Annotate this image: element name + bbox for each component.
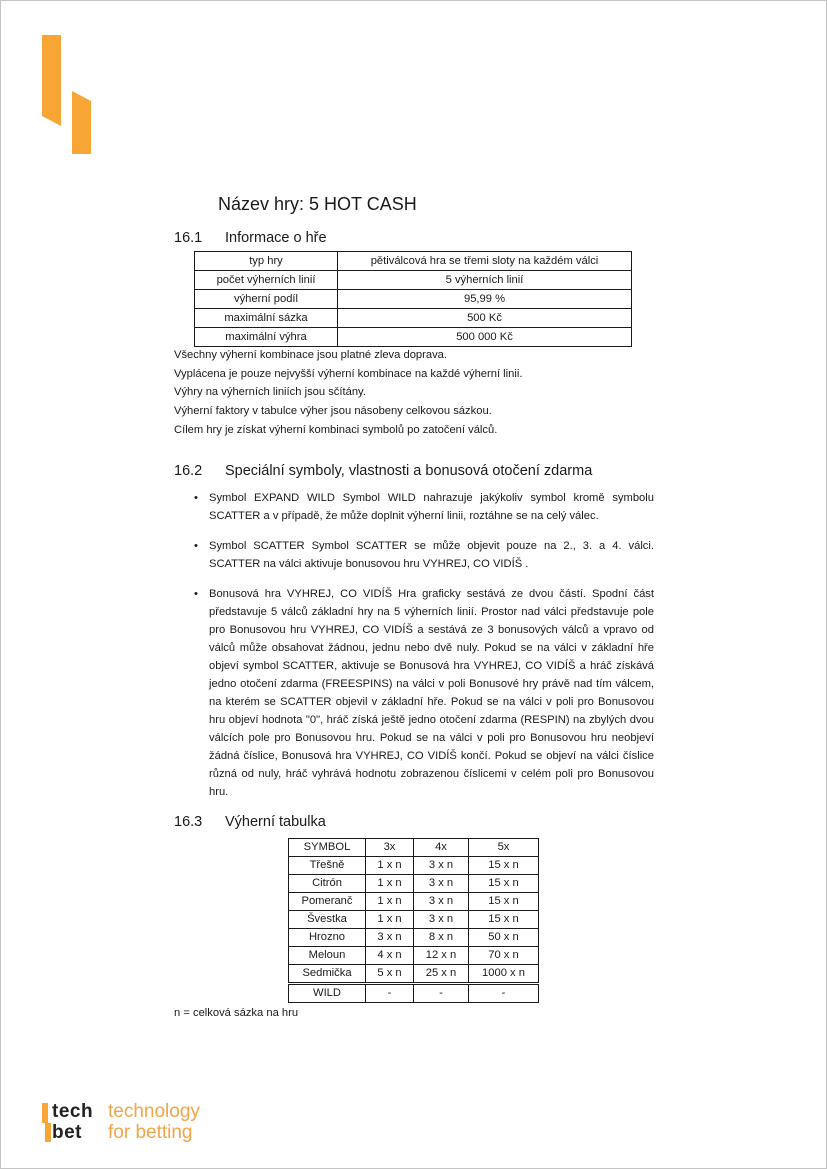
section-heading-16-2 [174,462,592,480]
payout-cell: 3 x n [414,857,469,875]
table-row [195,271,632,290]
bullet-icon: • [194,588,198,600]
payout-cell: 8 x n [414,929,469,947]
info-label: výherní podíl [195,290,338,309]
payout-cell: 5 x n [366,965,414,984]
payout-cell: 25 x n [414,965,469,984]
table-row [195,252,632,271]
payout-cell: 3 x n [414,875,469,893]
table-row [289,965,539,984]
payout-cell: 1 x n [366,911,414,929]
list-item [194,585,654,801]
symbol-cell: Citrón [289,875,366,893]
special-symbols-list [194,489,654,813]
paytable-header-row [289,839,539,857]
list-item-text: Bonusová hra VYHREJ, CO VIDÍŠ Hra graficky sestává ze dvou částí. Spodní část představuje 5 válců základní hry na 5 výherních linií. Prostor nad válci představuje pole pro Bonusovou hru VYHREJ, CO VIDÍŠ a sestává ze 3 bonusových válců a vpravo od válců může obsahovat žádnou, jednu nebo dvě nuly. Pokud se na válci v základní hře objeví symbol SCATTER, aktivuje se Bonusová hra VYHREJ, CO VIDÍŠ a hráč získává jedno otočení zdarma (FREESPINS) na válci v poli Bonusové hry právě nad tím válcem, na kterém se SCATTER objevil v základní hře. Pokud se na válci v poli pro Bonusovou hru objeví hodnota "0", hráč získá ještě jedno otočení zdarma (RESPIN) na zbylých dvou válcích pole pro Bonusovou hru. Pokud se na válci v poli pro Bonusovou hru neobjeví žádná číslice, Bonusová hra VYHREJ, CO VIDÍŠ končí. Pokud se objeví na válci číslice různá od nuly, hráč vyhrává hodnotu zobrazenou číslicemi v celém poli pro Bonusovou hru. [209,588,654,798]
section-title: Speciální symboly, vlastnosti a bonusová otočení zdarma [225,463,593,479]
column-header: 4x [414,839,469,857]
payout-cell: 3 x n [414,893,469,911]
symbol-cell: Hrozno [289,929,366,947]
table-row [195,309,632,328]
section-heading-16-3 [174,813,326,831]
info-label: typ hry [195,252,338,271]
payout-cell: 1000 x n [469,965,539,984]
list-item-text: Symbol SCATTER Symbol SCATTER se může objevit pouze na 2., 3. a 4. válci. SCATTER na válci aktivuje bonusovou hru VYHREJ, CO VIDÍŠ . [209,540,654,570]
symbol-cell: Pomeranč [289,893,366,911]
logo-bar-icon [45,1123,51,1142]
list-item-text: Symbol EXPAND WILD Symbol WILD nahrazuje jakýkoliv symbol kromě symbolu SCATTER a v případě, že může doplnit výherní linii, roztáhne se na celý válec. [209,492,654,522]
column-header: 3x [366,839,414,857]
column-header: 5x [469,839,539,857]
payout-cell: 3 x n [366,929,414,947]
symbol-cell: Třešně [289,857,366,875]
section-number: 16.3 [174,814,203,830]
paytable [288,838,539,1003]
payout-cell: 70 x n [469,947,539,965]
section-heading-16-1 [174,229,327,247]
document-title: Název hry: 5 HOT CASH [218,194,417,214]
rule-note: Výhry na výherních liniích jsou sčítány. [174,386,366,399]
symbol-cell: Sedmička [289,965,366,984]
table-row [289,857,539,875]
logo-tagline-2: for betting [108,1122,193,1143]
info-value: pětiválcová hra se třemi sloty na každém válci [338,252,632,271]
info-value: 500 000 Kč [338,328,632,347]
info-value: 5 výherních linií [338,271,632,290]
game-info-table [194,251,632,347]
payout-cell: 15 x n [469,893,539,911]
logo-tagline-1: technology [108,1101,200,1122]
table-row [289,875,539,893]
section-number: 16.1 [174,230,203,246]
payout-cell: 1 x n [366,857,414,875]
column-header: SYMBOL [289,839,366,857]
section-number: 16.2 [174,463,203,479]
table-row [195,328,632,347]
payout-cell: 15 x n [469,857,539,875]
list-item [194,489,654,525]
section-title: Informace o hře [225,230,327,246]
symbol-cell: Meloun [289,947,366,965]
bullet-icon: • [194,540,198,552]
table-row [289,984,539,1003]
symbol-cell: Švestka [289,911,366,929]
symbol-cell: WILD [289,984,366,1003]
payout-cell: 4 x n [366,947,414,965]
rule-note: Vyplácena je pouze nejvyšší výherní kombinace na každé výherní linii. [174,367,523,380]
rules-notes [174,346,522,440]
logo-bar-icon [42,1103,48,1123]
payout-cell: - [414,984,469,1003]
payout-cell: 3 x n [414,911,469,929]
info-value: 500 Kč [338,309,632,328]
section-title: Výherní tabulka [225,814,326,830]
table-row [289,911,539,929]
table-row [195,290,632,309]
rule-note: Výherní faktory v tabulce výher jsou násobeny celkovou sázkou. [174,405,492,418]
paytable-footnote: n = celková sázka na hru [174,1007,299,1019]
info-label: maximální sázka [195,309,338,328]
info-label: počet výherních linií [195,271,338,290]
table-row [289,929,539,947]
info-label: maximální výhra [195,328,338,347]
logo-word-bet: bet [52,1122,82,1143]
rule-note: Cílem hry je získat výherní kombinaci symbolů po zatočení válců. [174,423,498,436]
payout-cell: 12 x n [414,947,469,965]
table-row [289,947,539,965]
bullet-icon: • [194,492,198,504]
techbet-logo [42,1101,242,1146]
payout-cell: 1 x n [366,875,414,893]
payout-cell: 15 x n [469,875,539,893]
payout-cell: - [469,984,539,1003]
brand-mark-icon [42,35,92,155]
info-value: 95,99 % [338,290,632,309]
table-row [289,893,539,911]
logo-word-tech: tech [52,1101,94,1122]
rule-note: Všechny výherní kombinace jsou platné zleva doprava. [174,349,448,361]
list-item [194,537,654,573]
payout-cell: 15 x n [469,911,539,929]
payout-cell: - [366,984,414,1003]
payout-cell: 1 x n [366,893,414,911]
payout-cell: 50 x n [469,929,539,947]
